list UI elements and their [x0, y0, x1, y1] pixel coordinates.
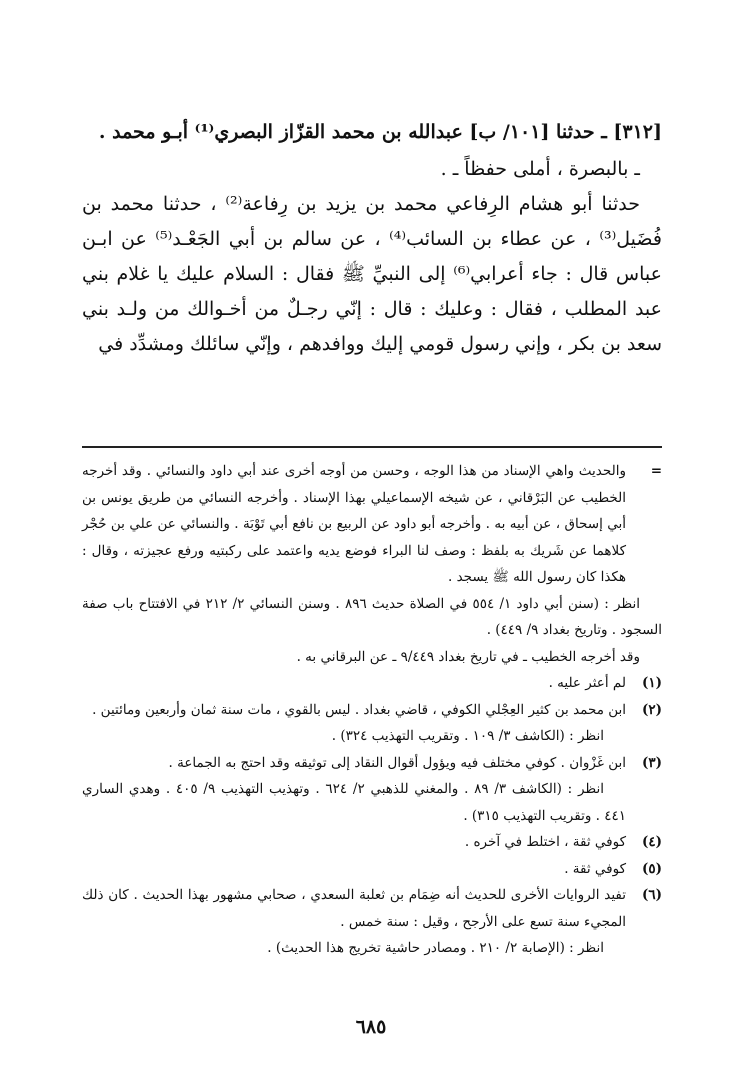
footnote-text: كوفي ثقة ، اختلط في آخره .	[464, 834, 626, 850]
footnote-text: ابن محمد بن كثير العِجْلي الكوفي ، قاضي بغداد . ليس بالقوي ، مات سنة ثمان وأربعين ومائتين .	[92, 701, 626, 718]
footnote-text: تفيد الروايات الأخرى للحديث أنه ضِمَام بن ثعلبة السعدي ، صحابي مشهور بهذا الحديث . كان ذلك المجيء سنة تسع على الأرجح ، وقيل : سنة خمس .	[82, 887, 626, 930]
footnote-1	[82, 670, 662, 697]
footnote-ref: انظر : (الكاشف ٣/ ١٠٩ . وتقريب التهذيب ٣٢٤) .	[331, 728, 604, 744]
footnote-2	[82, 697, 662, 750]
footnote-6	[82, 882, 662, 962]
continuation-text: والحديث واهي الإسناد من هذا الوجه ، وحسن من أوجه أخرى عند أبي داود والنسائي . وقد أخرجه الخطيب عن البَرْقاني ، عن شيخه الإسماعيلي بهذا الإسناد . وأخرجه النسائي من طريق يونس بن أبي إسحاق ، عن أبيه به . وأخرجه أبو داود عن الربيع بن نافع أبي تَوْبَة . والنسائي عن علي بن حُجْر كلاهما عن شَريك به بلفظ : وصف لنا البراء فوضع يديه واعتمد على ركبتيه ورفع عجيزته ، وقال : هكذا كان رسول الله ﷺ يسجد .	[82, 463, 626, 585]
footnote-number: (٤)	[641, 834, 662, 850]
footnote-divider	[82, 446, 662, 448]
continuation-ref-2: وقد أخرجه الخطيب ـ في تاريخ بغداد ٩/٤٤٩ ـ عن البرقاني به .	[296, 648, 640, 665]
continuation-marker: =	[650, 463, 662, 479]
footnote-number: (٣)	[641, 754, 662, 771]
footnote-ref: انظر : (الإصابة ٢/ ٢١٠ . ومصادر حاشية تخريج هذا الحديث) .	[267, 940, 604, 956]
footnote-text: كوفي ثقة .	[564, 860, 626, 877]
hadith-heading: [٣١٢] ـ حدثنا [١٠١/ ب] عبدالله بن محمد القزّاز البصري⁽¹⁾ أبـو محمد .	[98, 121, 662, 143]
footnote-number: (٥)	[641, 860, 662, 877]
footnote-number: (٢)	[641, 701, 662, 718]
hadith-body: حدثنا أبو هشام الرِفاعي محمد بن يزيد بن رِفاعة⁽²⁾ ، حدثنا محمد بن فُضَيل⁽³⁾ ، عن عطاء بن السائب⁽⁴⁾ ، عن سالم بن أبي الجَعْـد⁽⁵⁾ عن ابـن عباس قال : جاء أعرابي⁽⁶⁾ إلى النبيِّ ﷺ فقال : السلام عليك يا غلام بني عبد المطلب ، فقال : وعليك : قال : إنّي رجـلٌ من أخـوالك من ولـد بني سعد بن بكر ، وإني رسول قومي إليك ووافدهم ، وإنّي سائلك ومشدِّد في	[82, 193, 662, 355]
footnote-3	[82, 750, 662, 830]
footnote-number: (١)	[641, 675, 662, 691]
footnote-text: لم أعثر عليه .	[548, 675, 626, 691]
hadith-place: ـ بالبصرة ، أملى حفظاً ـ .	[440, 158, 640, 180]
hadith-text	[82, 112, 662, 362]
page-number: ٦٨٥	[355, 1016, 387, 1038]
footnote-5	[82, 856, 662, 883]
footnote-text: ابن غَزْوان . كوفي مختلف فيه ويؤول أقوال النقاد إلى توثيقه وقد احتج به الجماعة .	[168, 754, 626, 771]
footnote-continuation	[82, 458, 662, 591]
footnote-4	[82, 829, 662, 856]
footnote-ref: انظر : (الكاشف ٣/ ٨٩ . والمغني للذهبي ٢/ ٦٢٤ . وتهذيب التهذيب ٩/ ٤٠٥ . وهدي الساري ٤٤١ . وتقريب التهذيب ٣١٥) .	[82, 781, 626, 824]
footnotes	[82, 458, 662, 962]
continuation-ref-1: انظر : (سنن أبي داود ١/ ٥٥٤ في الصلاة حديث ٨٩٦ . وسنن النسائي ٢/ ٢١٢ في الافتتاح باب صفة السجود . وتاريخ بغداد ٩/ ٤٤٩) .	[82, 595, 662, 638]
footnote-number: (٦)	[641, 887, 662, 903]
